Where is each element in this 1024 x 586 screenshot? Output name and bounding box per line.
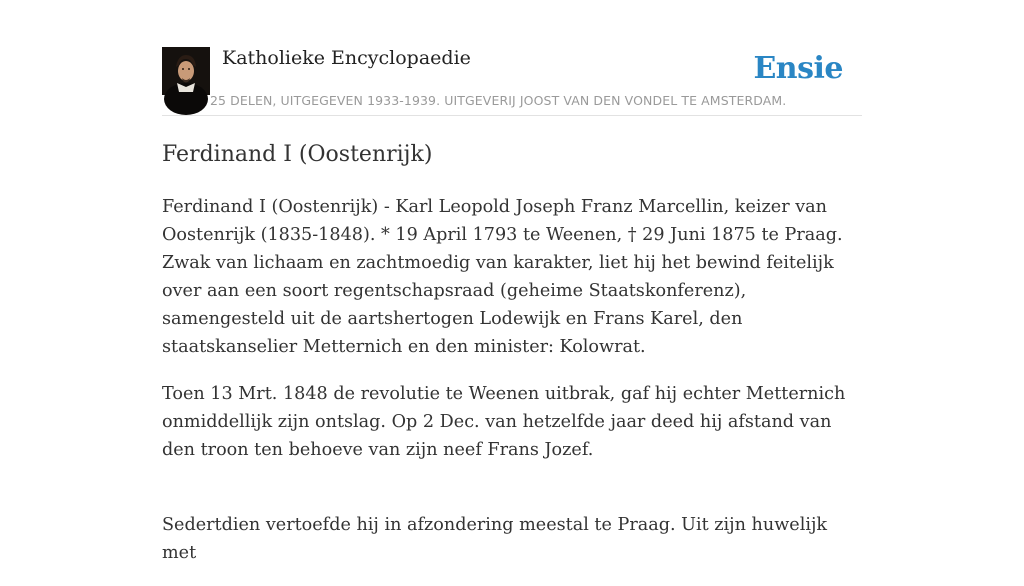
encyclopedia-avatar[interactable] xyxy=(162,47,210,95)
portrait-icon xyxy=(162,47,210,95)
article-body xyxy=(162,193,862,567)
article-paragraph: Sedertdien vertoefde hij in afzondering meestal te Praag. Uit zijn huwelijk met xyxy=(162,515,828,563)
content-column xyxy=(162,0,862,586)
site-title[interactable]: Katholieke Encyclopaedie xyxy=(222,47,471,69)
article-paragraph: Toen 13 Mrt. 1848 de revolutie te Weenen uitbrak, gaf hij echter Metternich onmiddellijk zijn ontslag. Op 2 Dec. van hetzelfde jaar deed hij afstand van den troon ten behoeve van zijn neef Frans Jozef. xyxy=(162,384,846,460)
article-paragraph: Ferdinand I (Oostenrijk) - Karl Leopold Joseph Franz Marcellin, keizer van Oostenrijk (1835-1848). * 19 April 1793 te Weenen, † 29 Juni 1875 te Praag. Zwak van lichaam en zachtmoedig van karakter, liet hij het bewind feitelijk over aan een soort regentschapsraad (geheime Staatskonferenz), samengesteld uit de aartshertogen Lodewijk en Frans Karel, den staatskanselier Metternich en den minister: Kolowrat. xyxy=(162,197,843,357)
article-title: Ferdinand I (Oostenrijk) xyxy=(162,142,433,167)
publication-subtitle: 25 DELEN, UITGEGEVEN 1933-1939. UITGEVERIJ JOOST VAN DEN VONDEL TE AMSTERDAM. xyxy=(210,93,787,108)
brand-logo-link[interactable]: Ensie xyxy=(753,51,843,86)
site-header xyxy=(162,0,862,116)
